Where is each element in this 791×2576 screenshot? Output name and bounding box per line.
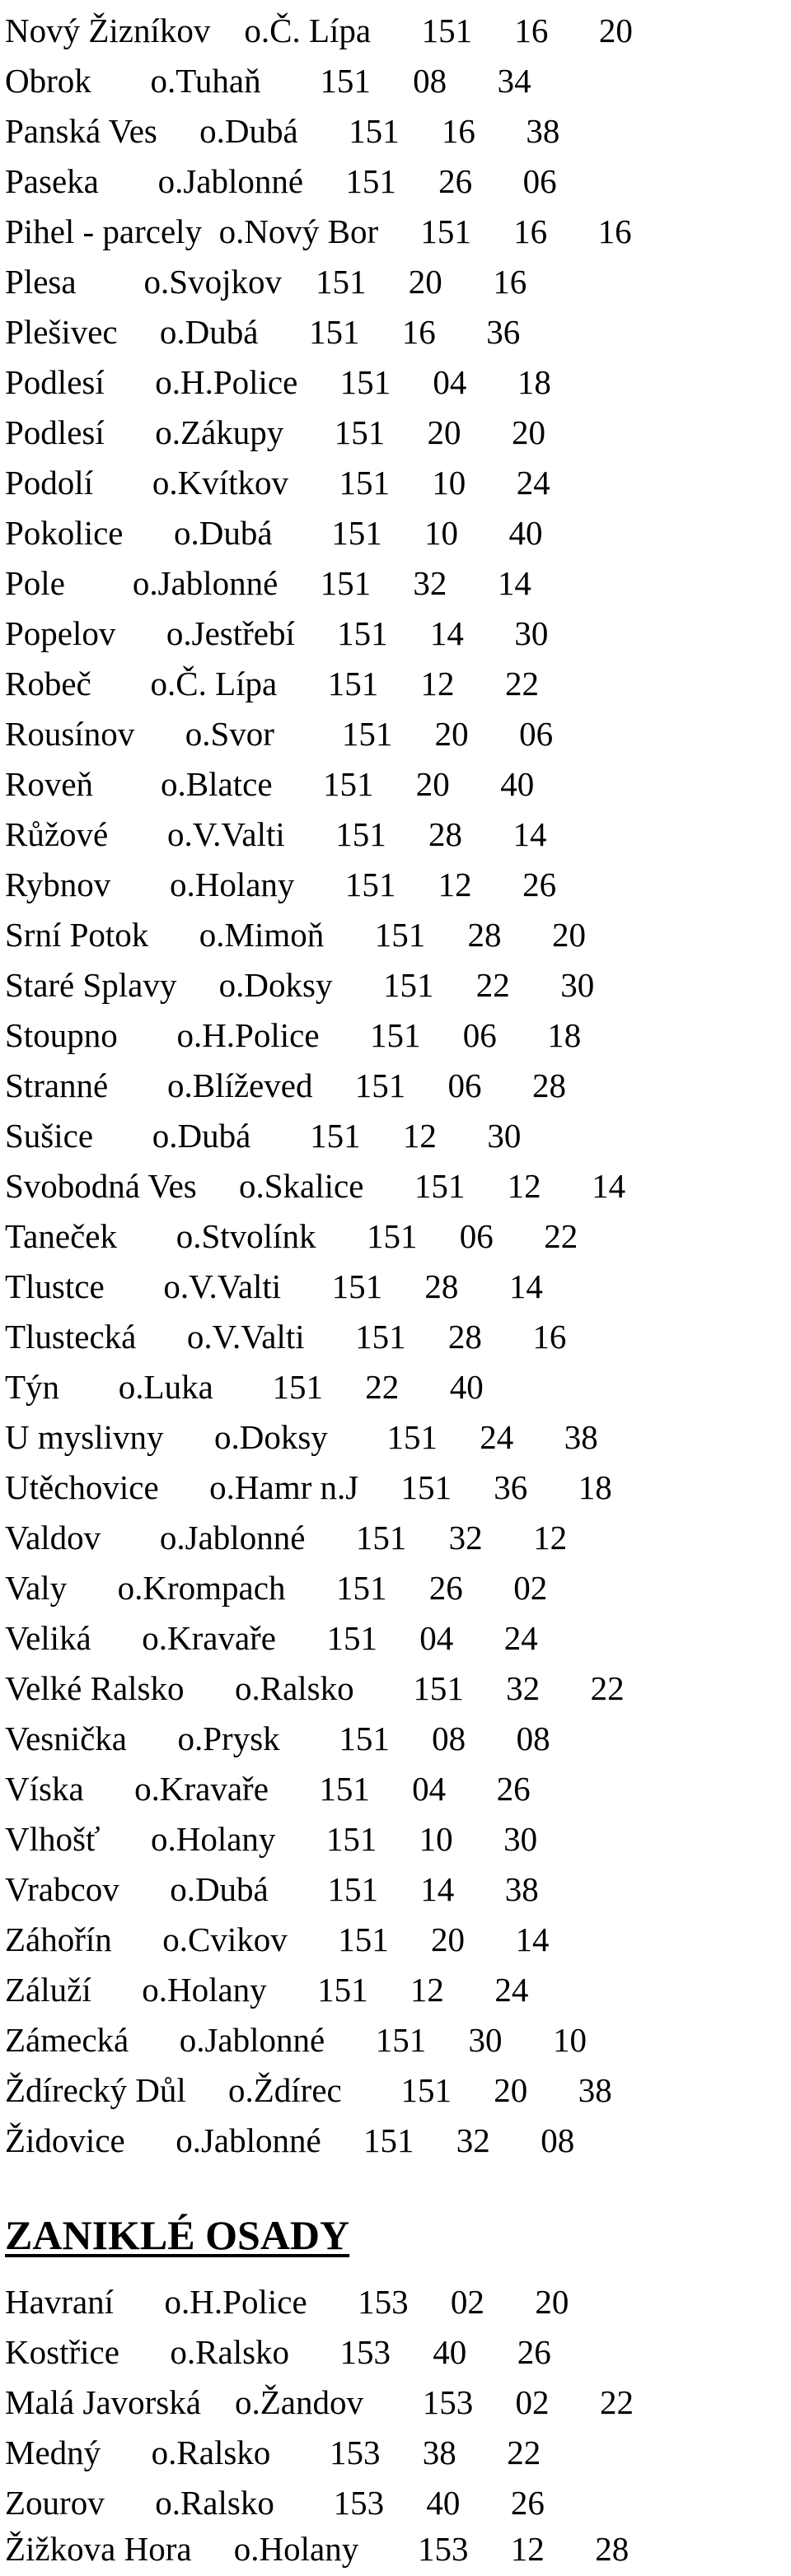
extinct-row: Medný o.Ralsko 153 38 22 [5, 2434, 541, 2471]
village-row: Záluží o.Holany 151 12 24 [5, 1971, 529, 2009]
village-row: Valy o.Krompach 151 26 02 [5, 1569, 548, 1607]
village-row: Panská Ves o.Dubá 151 16 38 [5, 112, 560, 150]
village-row: Roveň o.Blatce 151 20 40 [5, 765, 535, 803]
village-row: Valdov o.Jablonné 151 32 12 [5, 1519, 568, 1556]
extinct-row: Kostřice o.Ralsko 153 40 26 [5, 2333, 551, 2371]
village-row: Robeč o.Č. Lípa 151 12 22 [5, 665, 539, 702]
village-row: Stoupno o.H.Police 151 06 18 [5, 1016, 582, 1054]
village-row: Obrok o.Tuhaň 151 08 34 [5, 62, 531, 100]
village-row: Vrabcov o.Dubá 151 14 38 [5, 1870, 539, 1908]
village-row: Plesa o.Svojkov 151 20 16 [5, 263, 527, 301]
village-row: Podolí o.Kvítkov 151 10 24 [5, 464, 550, 502]
village-row: Stranné o.Blíževed 151 06 28 [5, 1066, 566, 1104]
village-row: Utěchovice o.Hamr n.J 151 36 18 [5, 1468, 612, 1506]
village-row: Pokolice o.Dubá 151 10 40 [5, 514, 543, 552]
village-row: Podlesí o.H.Police 151 04 18 [5, 363, 551, 401]
village-row: Pihel - parcely o.Nový Bor 151 16 16 [5, 212, 632, 250]
village-row: Plešivec o.Dubá 151 16 36 [5, 313, 521, 351]
village-row: Staré Splavy o.Doksy 151 22 30 [5, 966, 595, 1004]
village-row: Zámecká o.Jablonné 151 30 10 [5, 2021, 587, 2059]
village-row: Srní Potok o.Mimoň 151 28 20 [5, 916, 587, 954]
village-row: Veliká o.Kravaře 151 04 24 [5, 1619, 538, 1657]
village-row: Podlesí o.Zákupy 151 20 20 [5, 413, 545, 451]
village-row: Sušice o.Dubá 151 12 30 [5, 1117, 522, 1155]
village-row: Velké Ralsko o.Ralsko 151 32 22 [5, 1669, 625, 1707]
village-row: Popelov o.Jestřebí 151 14 30 [5, 614, 549, 652]
village-row: Týn o.Luka 151 22 40 [5, 1368, 484, 1406]
village-row: Vlhošť o.Holany 151 10 30 [5, 1820, 538, 1858]
village-row: Tlustecká o.V.Valti 151 28 16 [5, 1318, 567, 1356]
village-row: Svobodná Ves o.Skalice 151 12 14 [5, 1167, 626, 1205]
village-row: Ždírecký Důl o.Ždírec 151 20 38 [5, 2071, 612, 2109]
village-row: Záhořín o.Cvikov 151 20 14 [5, 1920, 550, 1958]
extinct-row: Žižkova Hora o.Holany 153 12 28 [5, 2530, 630, 2568]
village-row: Paseka o.Jablonné 151 26 06 [5, 162, 557, 200]
extinct-row: Zourov o.Ralsko 153 40 26 [5, 2484, 545, 2522]
village-row: Vesnička o.Prysk 151 08 08 [5, 1720, 550, 1757]
village-row: Pole o.Jablonné 151 32 14 [5, 564, 531, 602]
village-row: Rybnov o.Holany 151 12 26 [5, 866, 557, 903]
village-row: Víska o.Kravaře 151 04 26 [5, 1770, 531, 1808]
village-row: Taneček o.Stvolínk 151 06 22 [5, 1217, 578, 1255]
extinct-row: Havraní o.H.Police 153 02 20 [5, 2283, 569, 2321]
village-row: Nový Žizníkov o.Č. Lípa 151 16 20 [5, 12, 633, 49]
village-row: Tlustce o.V.Valti 151 28 14 [5, 1267, 543, 1305]
village-row: Rousínov o.Svor 151 20 06 [5, 715, 554, 753]
village-row: Židovice o.Jablonné 151 32 08 [5, 2121, 575, 2159]
extinct-row: Malá Javorská o.Žandov 153 02 22 [5, 2383, 634, 2421]
section-heading: ZANIKLÉ OSADY [5, 2212, 350, 2258]
village-row: U myslivny o.Doksy 151 24 38 [5, 1418, 598, 1456]
village-row: Růžové o.V.Valti 151 28 14 [5, 815, 547, 853]
